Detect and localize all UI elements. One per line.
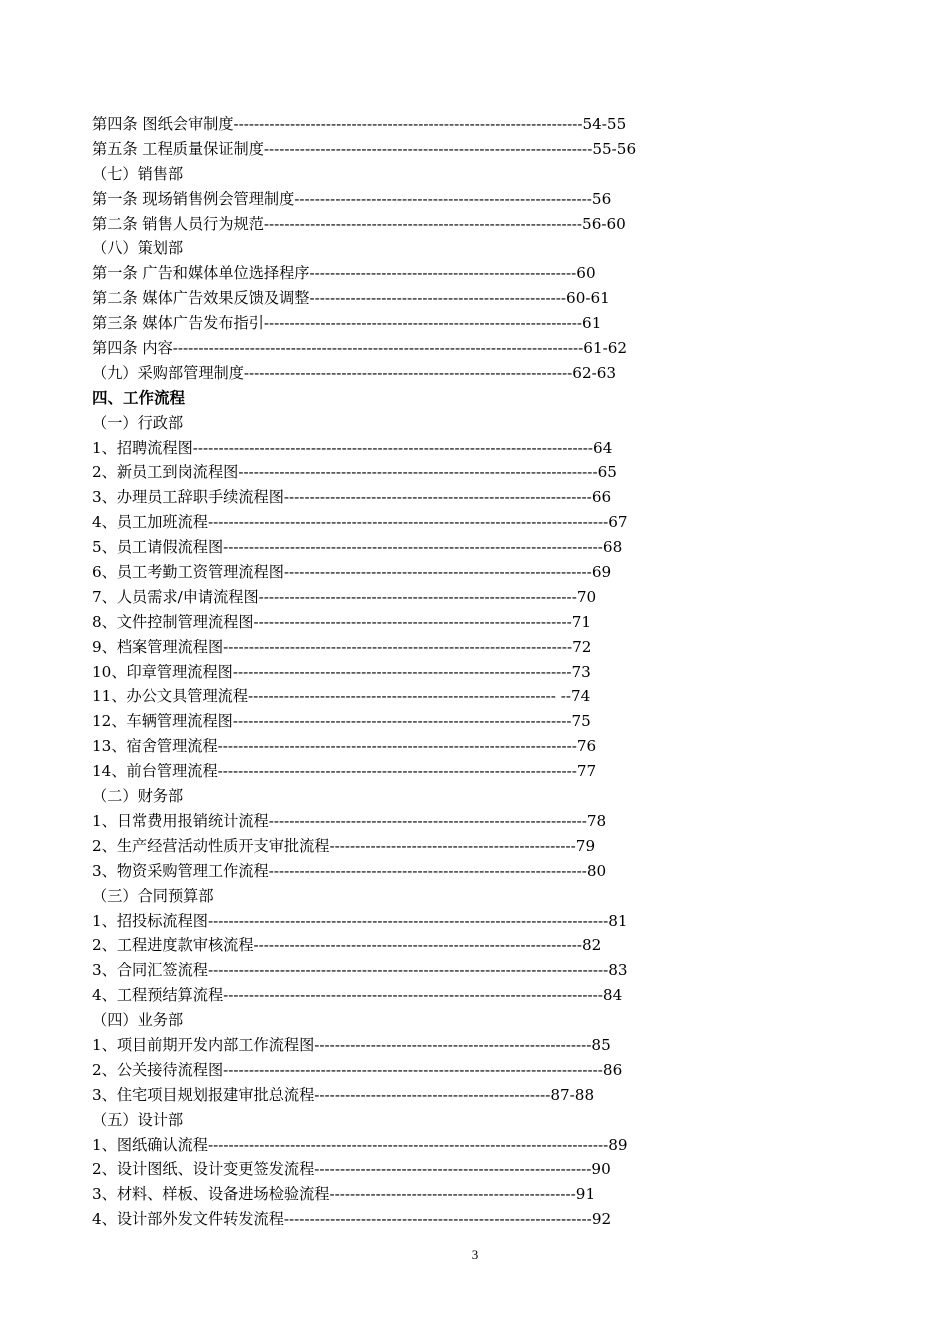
toc-section: （九）采购部管理制度----------------------------------------------------------------62-63 xyxy=(92,363,617,382)
toc-entry: 4、员工加班流程------------------------------------------------------------------------------67 xyxy=(92,513,628,532)
toc-entry: 1、日常费用报销统计流程--------------------------------------------------------------78 xyxy=(92,811,607,830)
toc-entry: 2、生产经营活动性质开支审批流程------------------------------------------------79 xyxy=(92,836,596,855)
toc-entry: 7、人员需求/申请流程图--------------------------------------------------------------70 xyxy=(92,587,597,606)
toc-section: （五）设计部 xyxy=(92,1110,184,1129)
toc-entry: 2、设计图纸、设计变更签发流程------------------------------------------------------90 xyxy=(92,1160,611,1179)
toc-entry: 2、工程进度款审核流程----------------------------------------------------------------82 xyxy=(92,936,602,955)
toc-entry: 8、文件控制管理流程图--------------------------------------------------------------71 xyxy=(92,612,592,631)
toc-entry: 13、宿舍管理流程----------------------------------------------------------------------76 xyxy=(92,737,597,756)
toc-entry: 第三条 媒体广告发布指引--------------------------------------------------------------61 xyxy=(92,314,602,333)
toc-entry: 5、员工请假流程图--------------------------------------------------------------------------68 xyxy=(92,538,623,557)
toc-entry: 4、工程预结算流程--------------------------------------------------------------------------84 xyxy=(92,986,623,1005)
toc-entry: 第四条 内容--------------------------------------------------------------------------------61-62 xyxy=(92,339,628,358)
toc-entry: 3、住宅项目规划报建审批总流程----------------------------------------------87-88 xyxy=(92,1085,595,1104)
toc-heading: 四、工作流程 xyxy=(92,388,186,407)
toc-entry: 4、设计部外发文件转发流程------------------------------------------------------------92 xyxy=(92,1210,612,1229)
toc-entry: 第一条 现场销售例会管理制度----------------------------------------------------------56 xyxy=(92,189,612,208)
page-number: 3 xyxy=(471,1247,479,1262)
table-of-contents xyxy=(92,112,812,1232)
toc-entry: 第四条 图纸会审制度--------------------------------------------------------------------54-55 xyxy=(92,115,627,133)
toc-section: （四）业务部 xyxy=(92,1011,184,1030)
toc-section: （二）财务部 xyxy=(92,787,184,806)
toc-entry: 9、档案管理流程图--------------------------------------------------------------------72 xyxy=(92,637,592,656)
toc-entry: 第二条 媒体广告效果反馈及调整--------------------------------------------------60-61 xyxy=(92,289,610,308)
toc-entry: 1、图纸确认流程------------------------------------------------------------------------------89 xyxy=(92,1135,628,1154)
toc-entry: 3、办理员工辞职手续流程图------------------------------------------------------------66 xyxy=(92,488,612,507)
toc-entry: 1、招聘流程图------------------------------------------------------------------------------64 xyxy=(92,438,613,457)
toc-section: （一）行政部 xyxy=(92,413,184,432)
toc-section: （八）策划部 xyxy=(92,239,184,258)
toc-entry: 3、材料、样板、设备进场检验流程------------------------------------------------91 xyxy=(92,1185,596,1204)
toc-entry: 第一条 广告和媒体单位选择程序----------------------------------------------------60 xyxy=(92,264,596,283)
toc-entry: 12、车辆管理流程图------------------------------------------------------------------75 xyxy=(92,712,591,731)
toc-entry: 11、办公文具管理流程------------------------------------------------------------ --74 xyxy=(92,687,591,706)
toc-entry: 2、公关接待流程图--------------------------------------------------------------------------86 xyxy=(92,1060,623,1079)
toc-entry: 1、项目前期开发内部工作流程图------------------------------------------------------85 xyxy=(92,1035,611,1054)
toc-entry: 14、前台管理流程----------------------------------------------------------------------77 xyxy=(92,762,597,781)
toc-entry: 第二条 销售人员行为规范--------------------------------------------------------------56-60 xyxy=(92,214,626,233)
toc-entry: 3、物资采购管理工作流程--------------------------------------------------------------80 xyxy=(92,861,607,880)
toc-entry: 2、新员工到岗流程图----------------------------------------------------------------------65 xyxy=(92,463,617,482)
toc-entry: 10、印章管理流程图------------------------------------------------------------------73 xyxy=(92,662,591,681)
toc-entry: 3、合同汇签流程------------------------------------------------------------------------------83 xyxy=(92,961,628,980)
toc-entry: 第五条 工程质量保证制度----------------------------------------------------------------55-56 xyxy=(92,139,637,158)
toc-entry: 1、招投标流程图------------------------------------------------------------------------------81 xyxy=(92,911,628,930)
toc-section: （三）合同预算部 xyxy=(92,886,214,905)
toc-section: （七）销售部 xyxy=(92,164,184,183)
toc-entry: 6、员工考勤工资管理流程图------------------------------------------------------------69 xyxy=(92,563,612,582)
